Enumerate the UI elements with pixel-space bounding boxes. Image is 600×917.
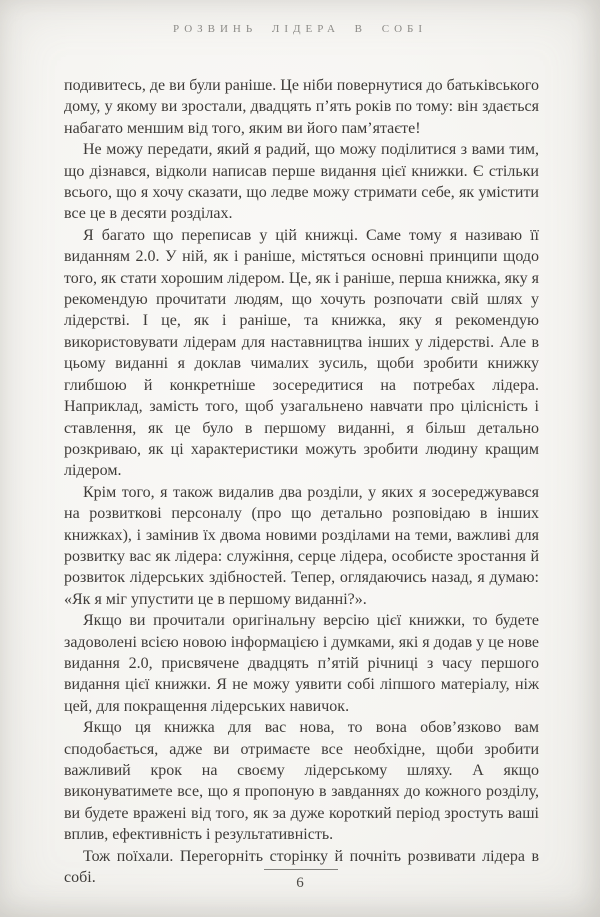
- body-text: [64, 75, 539, 888]
- footer-divider: [264, 869, 338, 870]
- paragraph: Крім того, я також видалив два розділи, у яких я зосереджувався на розвиткові персоналу (про що детально розповідаю в інших книжках), і замінив їх двома новими розділами на теми, важливі для розвитку вас як лідера: служіння, серце лідера, особисте зростання й розвиток лідерських здібностей. Тепер, оглядаючись назад, я думаю: «Як я міг упустити це в першому виданні?».: [64, 483, 539, 608]
- page-number: 6: [296, 875, 304, 891]
- paragraph: Якщо ця книжка для вас нова, то вона обов’язково вам сподобається, адже ви отримаєте все необхідне, щоби зробити важливий крок на своєму лідерському шляху. А якщо виконуватимете все, що я пропоную в завданнях до кожного розділу, ви будете вражені від того, як за дуже короткий період зростуть ваші вплив, ефективність і результативність.: [64, 719, 539, 844]
- paragraph: Не можу передати, який я радий, що можу поділитися з вами тим, що дізнався, відколи написав перше видання цієї книжки. Є стільки всього, що я хочу сказати, що ледве можу стримати себе, як умістити все це в десяти розділах.: [64, 141, 539, 223]
- paragraph: Тож поїхали. Перегорніть сторінку й почніть розвивати лідера в собі.: [64, 847, 539, 887]
- running-header: РОЗВИНЬ ЛІДЕРА В СОБІ: [172, 23, 428, 35]
- paragraph: подивитесь, де ви були раніше. Це ніби повернутися до батьківського дому, у якому ви зростали, двадцять п’ять років по тому: він здається набагато меншим від того, яким ви його пам’ятаєте!: [64, 77, 539, 137]
- paragraph: Якщо ви прочитали оригінальну версію цієї книжки, то будете задоволені всією новою інформацією і думками, які я додав у це нове видання 2.0, присвячене двадцять п’ятій річниці з часу першого видання цієї книжки. Я не можу уявити собі ліпшого матеріалу, ніж цей, для покращення лідерських навичок.: [64, 612, 539, 715]
- paragraph: Я багато що переписав у цій книжці. Саме тому я називаю її виданням 2.0. У ній, як і раніше, містяться основні принципи щодо того, як стати хорошим лідером. Це, як і раніше, перша книжка, яку я рекомендую прочитати людям, що хочуть розпочати свій шлях у лідерстві. І це, як і раніше, та книжка, яку я рекомендую використовувати лідерам для наставництва інших у лідерстві. Але в цьому виданні я доклав чималих зусиль, щоби зробити книжку глибшою й конкретніше зосередитися на потребах лідера. Наприклад, замість того, щоб узагальнено навчати про цілісність і ставлення, як це було в першому виданні, я більш детально розкриваю, як ці характеристики можуть зробити людину кращим лідером.: [64, 226, 539, 480]
